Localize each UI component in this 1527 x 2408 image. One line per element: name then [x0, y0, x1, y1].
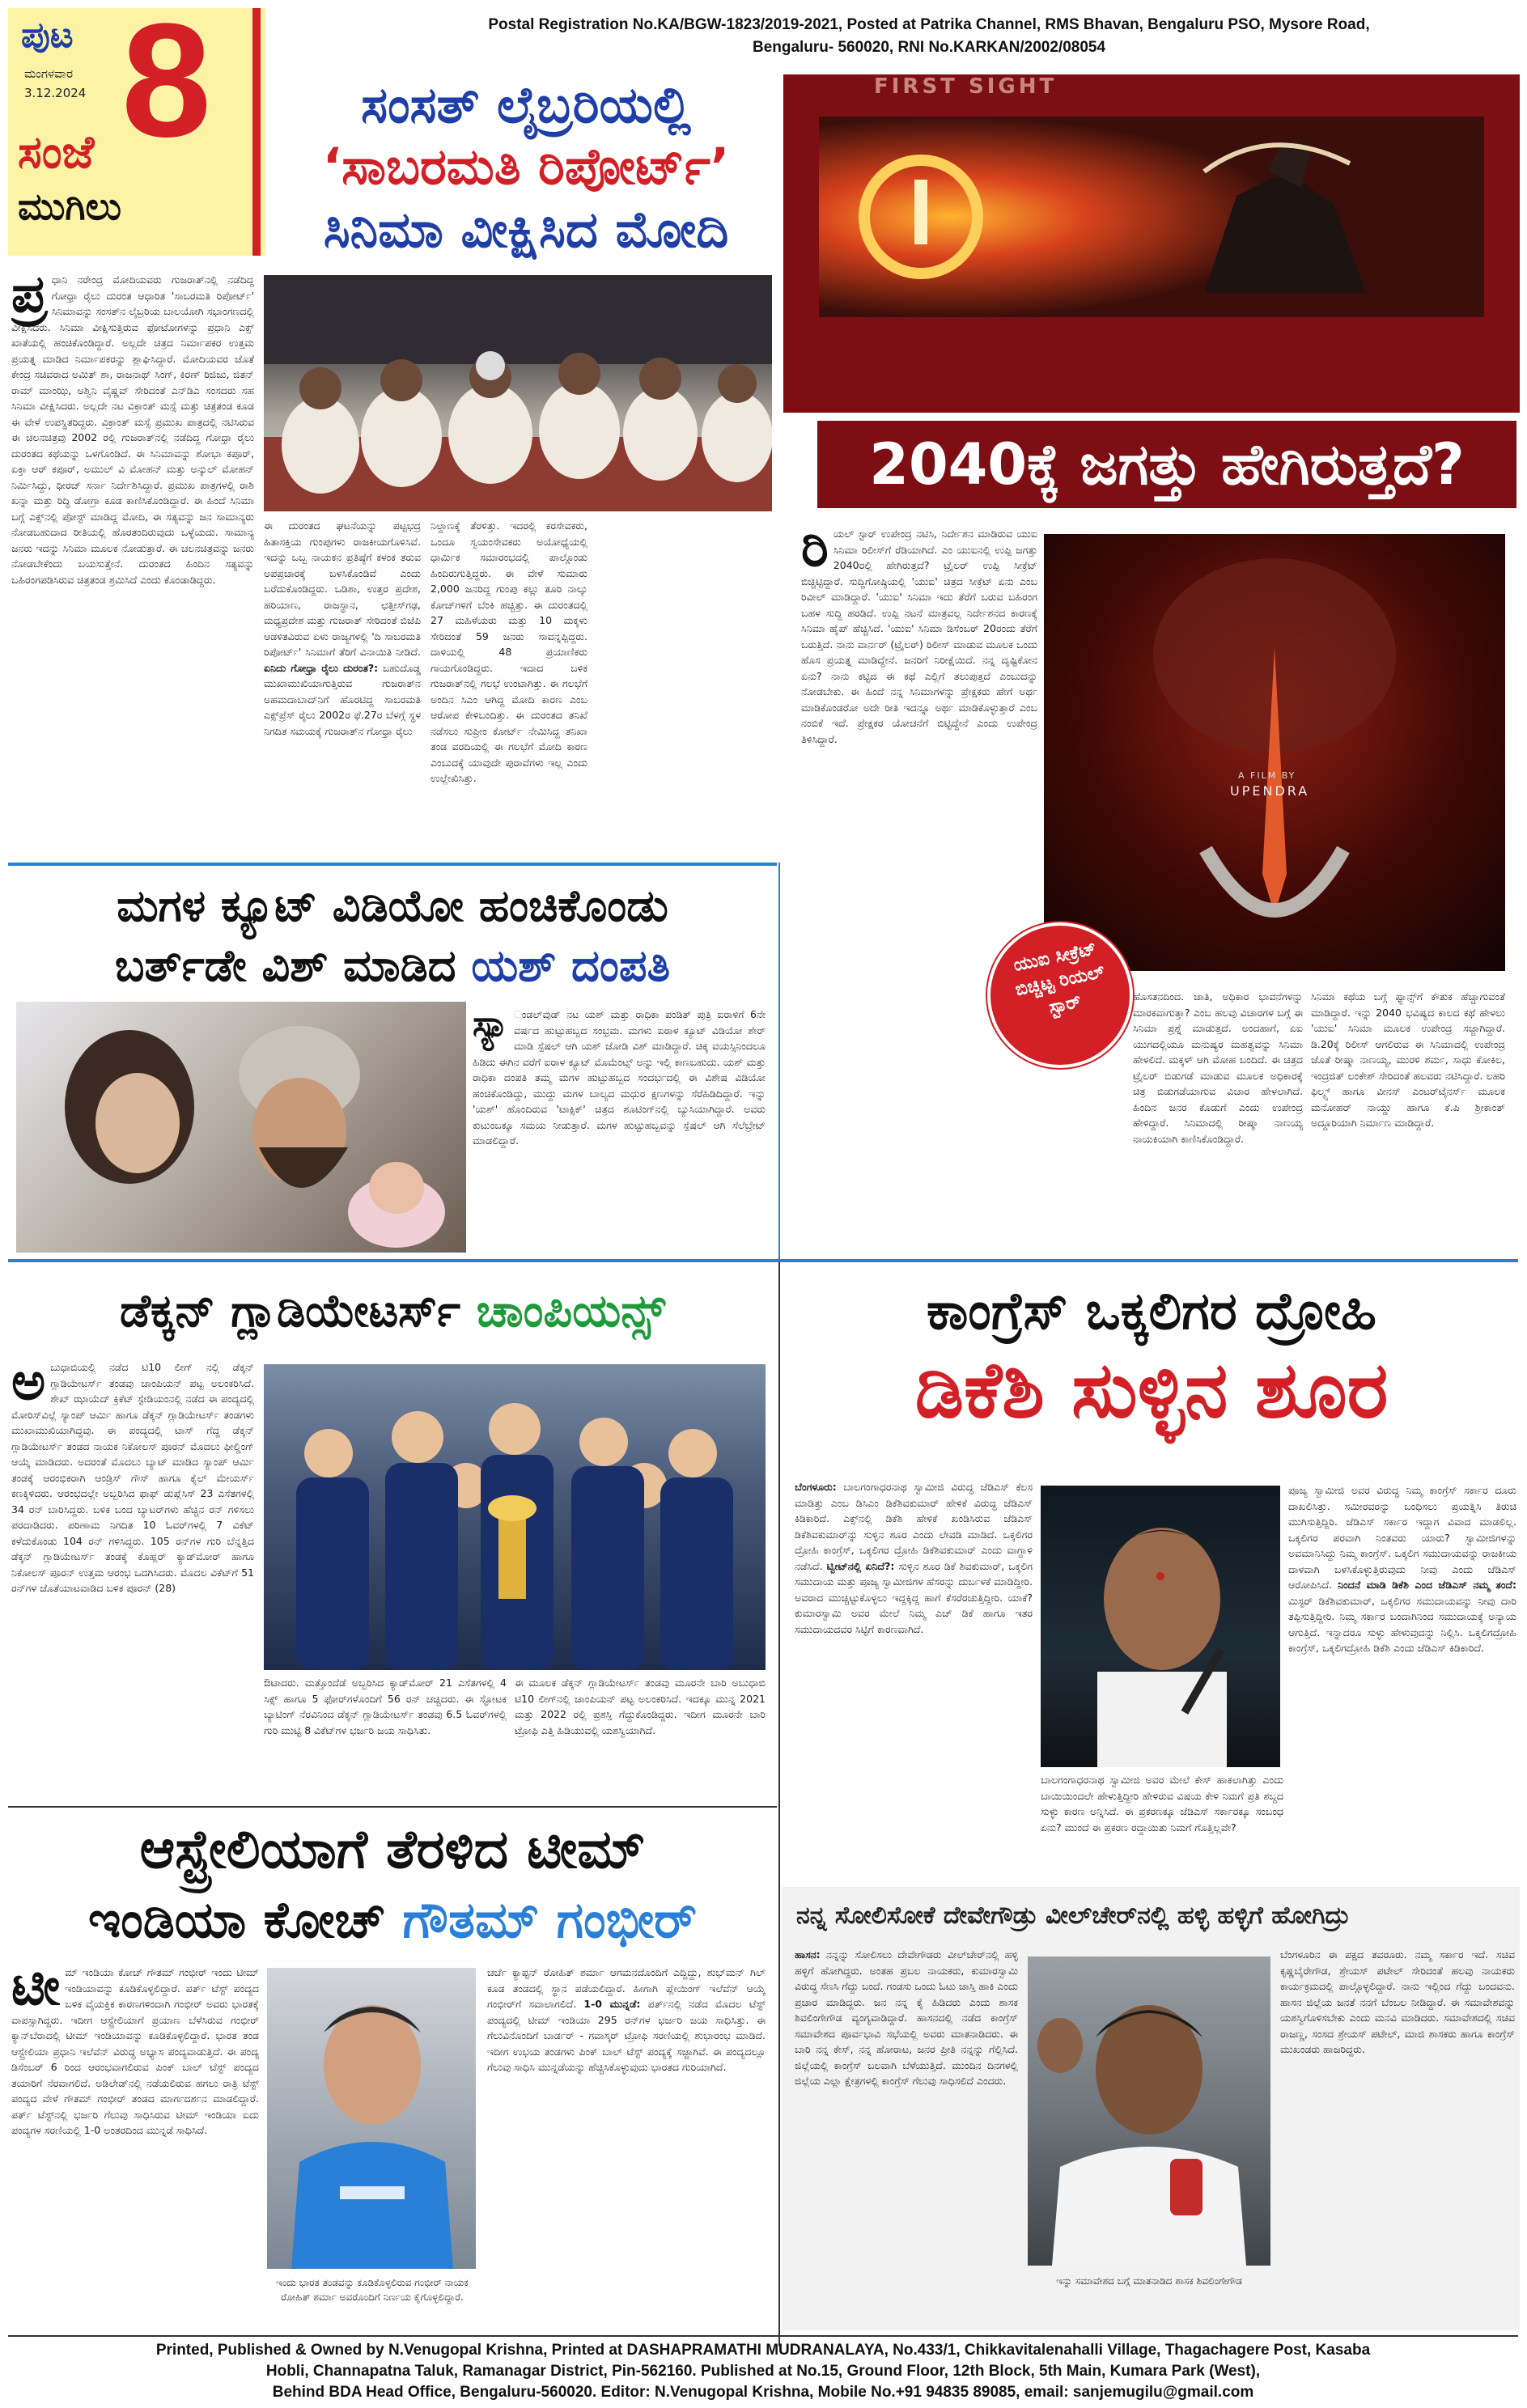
- page-number: 8: [121, 0, 212, 171]
- devegowda-col-1: [795, 1947, 1018, 2324]
- mid-vertical-rule: [778, 863, 780, 1259]
- footer-rule: [8, 2335, 1518, 2337]
- gambhir-photo-caption: ಇಂದು ಭಾರತ ತಂಡವನ್ನು ಕೂಡಿಕೊಳ್ಳಲಿರುವ ಗಂಭೀರ್ ನಾಯಕ ರೋಹಿತ್ ಶರ್ಮಾ ಅವರೊಂದಿಗೆ ನಿರ್ಣಯ ಕೈಗೊಳ್ಳಲಿದ್ದಾರೆ.: [276, 2277, 469, 2303]
- yash-body: [473, 1007, 766, 1249]
- deccan-headline-b: ಚಾಂಪಿಯನ್ಸ್: [476, 1285, 665, 1338]
- lower-mid-vertical-rule: [778, 1262, 780, 2347]
- devegowda-body-1: ನನ್ನನ್ನು ಸೋಲಿಸಲು ದೇವೇಗೌಡರು ವೀಲ್‌ಚೇರ್‌ನಲ್ಲಿ ಹಳ್ಳಿ ಹಳ್ಳಿಗೆ ಹೋಗಿದ್ದರು. ಅಂತಹ ಪ್ರಬಲ ನಾಯಕರು, ಕುಮಾರಸ್ವಾಮಿ ವಿರುದ್ಧ ಸೆಣಸಿ ಗೆದ್ದು ಬಂದೆ. ಗಂಡಸು ಒಂದು ಓಟು ಜಾಸ್ತಿ ಹಾಕಿ ಎಂದು ಪ್ರಚಾರ ಮಾಡಿದ್ದರು. ಜನ ನನ್ನ ಕೈ ಹಿಡಿದರು ಎಂದು ಶಾಸಕ ಶಿವಲಿಂಗೇಗೌಡ ವ್ಯಂಗ್ಯವಾಡಿದ್ದಾರೆ. ಹಾಸನದಲ್ಲಿ ನಡೆದ ಕಾಂಗ್ರೆಸ್ ಸಮಾವೇಶದ ಪೂರ್ವಭಾವಿ ಸಭೆಯಲ್ಲಿ ಅವರು ಮಾತನಾಡಿದರು. ಈ ಬಾರಿ ನನ್ನ ಕೇಸ್, ನನ್ನ ಹೋರಾಟ, ಜನರ ಪ್ರೀತಿ ನನ್ನನ್ನು ಗೆಲ್ಲಿಸಿದೆ. ಜಿಲ್ಲೆಯಲ್ಲಿ ಕಾಂಗ್ರೆಸ್ ಬಲವಾಗಿ ಬೆಳೆಯುತ್ತಿದೆ. ಮುಂದಿನ ದಿನಗಳಲ್ಲಿ ಜಿಲ್ಲೆಯ ಎಲ್ಲಾ ಕ್ಷೇತ್ರಗಳಲ್ಲಿ ಕಾಂಗ್ರೆಸ್ ಗೆಲುವು ಸಾಧಿಸಲಿದೆ ಎಂದರು.: [795, 1948, 1018, 2087]
- footer-line-1: Printed, Published & Owned by N.Venugopal Krishna, Printed at DASHAPRAMATHI MUDRANALAYA, No.433/1, Chikkavitalenahalli Village, Thagachagere Post, Kasaba: [155, 2342, 1371, 2359]
- poster-name: UPENDRA: [1230, 783, 1310, 799]
- devegowda-headline: ನನ್ನ ಸೋಲಿಸೋಕೆ ದೇವೇಗೌಡ್ರು ವೀಲ್‌ಚೇರ್‌ನಲ್ಲಿ ಹಳ್ಳಿ ಹಳ್ಳಿಗೆ ಹೋಗಿದ್ರು: [796, 1901, 1350, 1930]
- dks-body-1b: ಸುಳ್ಳಿನ ಶೂರ ಡಿಕೆ ಶಿವಕುಮಾರ್, ಒಕ್ಕಲಿಗ ಸಮುದಾಯ ಮತ್ತು ಪೂಜ್ಯ ಸ್ವಾಮೀಜಿಗಳ ಹೆಸರನ್ನು ದುರ್ಬಳಕೆ ಮಾಡಿದ್ದೀರಿ. ಅವರಾದ ಮುಚ್ಚಿಟ್ಟುಕೊಳ್ಳಲು ಇದ್ದಕ್ಕಿದ್ದ ಹಾಗೆ ಕೆಸರೆರಚುತ್ತಿದ್ದೀರಿ. ಯಾಕೆ? ಕುಮಾರಸ್ವಾಮಿ ಅವರ ಮೇಲೆ ನಿಮ್ಮ ಎಚ್ ಡಿಕೆ ಹಾಗೂ ಇತರ ಸಮುದಾಯದವರ ಸಿಟ್ಟಿಗೆ ಕಾರಣವಾಗಿದೆ.: [795, 1559, 1033, 1635]
- upendra-body-2: ಹೊಸತನದಿಂದ. ಜಾತಿ, ಅಧಿಕಾರ ಭಾವನೆಗಳನ್ನು ಮಾರಕವಾಗುತ್ತಾ? ಎಂಬ ಹಲವು ವಿಚಾರಗಳ ಬಗ್ಗೆ ಈ ಸಿನಿಮಾ ಪ್ರಶ್ನೆ ಮಾಡುತ್ತದೆ. ಅಂದಹಾಗೆ, ಏಐ ಯುಗದಲ್ಲಿಯೂ ಮನುಷ್ಯರ ಮಹತ್ವವನ್ನು ಸಿನಿಮಾ ಹೇಳಲಿದೆ. ಮಕ್ಕಳ್ ಆಗಿ ಮೋಹ ಬಂದಿದೆ. ಈ ಚಿತ್ರದ ಟ್ರೈಲರ್ ಬಿಡುಗಡೆ ಮಾಡುವ ಮೂಲಕ ಅಧಿಕಾರಕ್ಕೆ ಚಿತ್ರ ಬಿಡುಗಡೆಯಾಗುವ ವಿಚಾರ ಹೇಳಲಾಗಿದೆ. ಹಿಂದಿನ ಜನರ ಕೊಡುಗೆ ಎಂದು ಉಪೇಂದ್ರ ಹೇಳಿದ್ದಾರೆ. ಸಿನಿಮಾದಲ್ಲಿ ರೀಷ್ಮಾ ನಾಣಯ್ಯ ನಾಯಕಿಯಾಗಿ ಕಾಣಿಸಿಕೊಂಡಿದ್ದಾರೆ.: [1133, 990, 1303, 1145]
- upendra-col-3: [1311, 989, 1505, 1232]
- gambhir-headline-2: [8, 1890, 777, 1950]
- deccan-body-1: ಬುಧಾಬಿಯಲ್ಲಿ ನಡೆದ ಟಿ10 ಲೀಗ್ ನಲ್ಲಿ ಡೆಕ್ಕನ್ ಗ್ಲಾಡಿಯೇಟರ್ಸ್ ತಂಡವು ಚಾಂಪಿಯನ್ ಪಟ್ಟ ಅಲಂಕರಿಸಿದೆ. ಶೇಖ್ ಝಾಯೆದ್ ಕ್ರಿಕೆಟ್ ಸ್ಟೇಡಿಯಂನಲ್ಲಿ ನಡೆದ ಈ ಪಂದ್ಯದಲ್ಲಿ ಮೋರಿಸ್‌ವಿಲ್ಲೆ ಸ್ಯಾಂಪ್ ಆರ್ಮಿ ಹಾಗೂ ಡೆಕ್ಕನ್ ಗ್ಲಾಡಿಯೇಟರ್ಸ್ ತಂಡಗಳು ಮುಖಾಮುಖಿಯಾಗಿದ್ದವು. ಈ ಪಂದ್ಯದಲ್ಲಿ ಟಾಸ್ ಗೆದ್ದ ಡೆಕ್ಕನ್ ಗ್ಲಾಡಿಯೇಟರ್ಸ್ ತಂಡದ ನಾಯಕ ನಿಕೋಲಸ್ ಪೂರನ್ ಮೊದಲು ಫೀಲ್ಡಿಂಗ್ ಆಯ್ಕೆ ಮಾಡಿದರು. ಅದರಂತೆ ಮೊದಲು ಬ್ಯಾಟ್ ಮಾಡಿದ ಸ್ಯಾಂಪ್ ಆರ್ಮಿ ತಂಡಕ್ಕೆ ಆರಂಭಿಕರಾಗಿ ಆಂಡ್ರಿಸ್ ಗೌಸ್ ಹಾಗೂ ಕೈಲ್ ಮೇಯರ್ಸ್ ಕಣಕ್ಕಿಳಿದರು. ಆರಂಭದಲ್ಲೇ ಅಬ್ಬರಿಸಿದ ಫಾಫ್ ಡುಪ್ಲೆಸಿಸ್ 23 ಎಸೆತಗಳಲ್ಲಿ 34 ರನ್ ಬಾರಿಸಿದ್ದರು. ಬಳಿಕ ಬಂದ ಬ್ಯಾಟರ್‌ಗಳು ಹೆಚ್ಚಿನ ರನ್ ಗಳಿಸಲು ಪರದಾಡಿದರು. ಪರಿಣಾಮ ನಿಗದಿತ 10 ಓವರ್‌ಗಳಲ್ಲಿ 7 ವಿಕೆಟ್ ಕಳೆದುಕೊಂಡು 104 ರನ್ ಗಳಿಸಿದ್ದರು. 105 ರನ್‌ಗಳ ಗುರಿ ಬೆನ್ನತ್ತಿದ ಡೆಕ್ಕನ್ ಗ್ಲಾಡಿಯೇಟರ್ಸ್ ತಂಡಕ್ಕೆ ಕೊಹ್ಲರ್ ಕ್ಯಾಡ್‌ಮೋರ್ ಹಾಗೂ ನಿಕೋಲಸ್ ಪೂರನ್ ಉತ್ತಮ ಆರಂಭ ಒದಗಿಸಿದರು. ಮೊದಲ ವಿಕೆಟ್‌ಗೆ 51 ರನ್‌ಗಳ ಜೊತೆಯಾಟವಾಡಿದ ಬಳಿಕ ಪೂರನ್ (28): [11, 1361, 254, 1594]
- gambhir-col-2: [487, 1965, 766, 2329]
- yash-headline-2a: ಬರ್ತ್‌ಡೇ ವಿಶ್ ಮಾಡಿದ: [114, 940, 456, 991]
- upendra-body-3: ಸಿನಿಮಾ ಕಥೆಯ ಬಗ್ಗೆ ಫ್ಯಾನ್ಸ್‌ಗೆ ಕೌತುಕ ಹೆಚ್ಚಾಗುವಂತೆ ಮಾಡಿದ್ದಾರೆ. ಇನ್ನು 2040 ಭವಿಷ್ಯದ ಕಾಲದ ಕಥೆ ಹೇಳಲು 'ಯುಐ' ಸಿನಿಮಾ ಮೂಲಕ ಉಪೇಂದ್ರ ಸಜ್ಜಾಗಿದ್ದಾರೆ. ಡಿ.20ಕ್ಕೆ ರಿಲೀಸ್ ಆಗಲಿರುವ ಈ ಸಿನಿಮಾದಲ್ಲಿ ಉಪೇಂದ್ರ ಜೊತೆ ರೀಷ್ಮಾ ನಾಣಯ್ಯ, ಮುರಳಿ ಶರ್ಮ, ಸಾಧು ಕೋಕಿಲ, ಇಂದ್ರಜಿತ್ ಲಂಕೇಶ್ ಸೇರಿದಂತೆ ಹಲವರು ನಟಿಸಿದ್ದಾರೆ. ಲಹರಿ ಫಿಲ್ಮ್ಸ್ ಹಾಗೂ ವೀನಸ್ ಎಂಟರ್‌ಟೈನರ್ಸ್ ಮೂಲಕ ಮನೋಹರ್ ನಾಯ್ಡು ಹಾಗೂ ಕೆ.ಪಿ ಶ್ರೀಕಾಂತ್ ಅದ್ದೂರಿಯಾಗಿ ನಿರ್ಮಾಣ ಮಾಡಿದ್ದಾರೆ.: [1311, 990, 1505, 1129]
- yash-top-rule: [8, 863, 777, 866]
- deccan-col-2: [264, 1675, 507, 1821]
- upendra-headline: 2040ಕ್ಕೆ ಜಗತ್ತು ಹೇಗಿರುತ್ತದೆ?: [817, 421, 1516, 508]
- dks-dateline: ಬೆಂಗಳೂರು:: [795, 1481, 837, 1493]
- ui-poster-photo: [1044, 534, 1505, 971]
- dks-body-2: ಪೂಜ್ಯ ಸ್ವಾಮೀಜಿ ಅವರ ವಿರುದ್ಧ ನಿಮ್ಮ ಕಾಂಗ್ರೆಸ್ ಸರ್ಕಾರ ದೂರು ದಾಖಲಿಸಿತ್ತು. ಸಮೀರವರನ್ನು ಬಂಧಿಸಲು ಪ್ರಯತ್ನಿಸಿ ತಿರುಚಿ ಮುಗಿಸುತ್ತಿದ್ದಿರಿ. ಜೆಡಿಎಸ್ ಸರ್ಕಾರ ಇದ್ದಾಗ ವಿವಾದ ಮಾಡಲಿಲ್ಲ. ಒಕ್ಕಲಿಗರ ಪರವಾಗಿ ನಿಂತವರು ಯಾರು? ಸ್ವಾಮೀಜಿಗಳನ್ನು ಅವಮಾನಿಸಿದ್ದು ನಿಮ್ಮ ಕಾಂಗ್ರೆಸ್. ಒಕ್ಕಲಿಗ ಸಮುದಾಯವನ್ನು ರಾಜಕೀಯ ದಾಳವಾಗಿ ಬಳಸಿಕೊಳ್ಳುತ್ತಿರುವುದು ನೀವು ಎಂದು ಜೆಡಿಎಸ್ ಆರೋಪಿಸಿದೆ.: [1288, 1484, 1516, 1591]
- upendra-col-2: [1133, 989, 1303, 1232]
- masthead-red-bar: [252, 8, 261, 256]
- yash-family-photo: [16, 1002, 466, 1253]
- footer-line-3: Behind BDA Head Office, Bengaluru-560020. Editor: N.Venugopal Krishna, Mobile No.+91 94835 89085, email: sanjemugilu@gmail.com: [272, 2384, 1254, 2401]
- dks-col-1: [795, 1479, 1033, 1770]
- poster-brand: A FILM BY: [1238, 770, 1296, 781]
- gambhir-col-1: [11, 1965, 259, 2329]
- yash-headline-2: [8, 942, 777, 990]
- gautam-gambhir-photo: [267, 1968, 476, 2269]
- modi-col-3: [431, 518, 587, 856]
- deccan-body-3: ಈ ಮೂಲಕ ಡೆಕ್ಕನ್ ಗ್ಲಾಡಿಯೇಟರ್ಸ್ ತಂಡವು ಮೂರನೇ ಬಾರಿ ಅಬುಧಾಬಿ ಟಿ10 ಲೀಗ್‌ನಲ್ಲಿ ಚಾಂಪಿಯನ್ ಪಟ್ಟ ಅಲಂಕರಿಸಿದೆ. ಇದಕ್ಕೂ ಮುನ್ನ 2021 ಮತ್ತು 2022 ರಲ್ಲಿ ಪ್ರಶಸ್ತಿ ಗೆದ್ದುಕೊಂಡಿದ್ದರು. ಇದೀಗ ಮೂರನೇ ಬಾರಿ ಟ್ರೋಫಿ ಎತ್ತಿ ಹಿಡಿಯುವಲ್ಲಿ ಯಶಸ್ವಿಯಾಗಿದೆ.: [515, 1677, 766, 1736]
- upendra-col-1b: [801, 1002, 979, 1228]
- shivalingegowda-photo: [1028, 1956, 1270, 2266]
- devegowda-photo-caption: ಇನ್ನು ಸಮಾವೇಶದ ಬಗ್ಗೆ ಮಾತನಾಡಿದ ಶಾಸಕ ಶಿವಲಿಂಗೇಗೌಡ: [1056, 2275, 1242, 2287]
- ui-film-banner-photo: [783, 74, 1520, 413]
- modi-subhead: ಏನಿದು ಗೋಧ್ರಾ ರೈಲು ದುರಂತ?:: [264, 661, 379, 674]
- mid-horizontal-rule: [8, 1259, 1518, 1262]
- yash-body-text: ಂಡಲ್‌ವುಡ್ ನಟ ಯಶ್ ಮತ್ತು ರಾಧಿಕಾ ಪಂಡಿತ್ ಪುತ್ರಿ ಐರಾಳಿಗೆ 6ನೇ ವರ್ಷದ ಹುಟ್ಟುಹಬ್ಬದ ಸಂಭ್ರಮ. ಮಗಳು ಐರಾಳ ಕ್ಯೂಟ್ ವಿಡಿಯೋ ಶೇರ್ ಮಾಡಿ ಸ್ಪೆಷಲ್ ಆಗಿ ಯಶ್ ಜೋಡಿ ವಿಶ್ ಮಾಡಿದ್ದಾರೆ. ಚಿಕ್ಕ ವಯಸ್ಸಿನಿಂದಲೂ ಹಿಡಿದು ಈಗಿನ ವರೆಗೆ ಐರಾಳ ಕ್ಯೂಟ್ ಮೊಮೆಂಟ್ಸ್ ಅನ್ನು ಇಲ್ಲಿ ಕಾಣಬಹುದು. ಯಶ್ ಮತ್ತು ರಾಧಿಕಾ ದಂಪತಿ ತಮ್ಮ ಮಗಳ ಹುಟ್ಟುಹಬ್ಬದ ಸಂದರ್ಭದಲ್ಲಿ ಈ ವಿಶೇಷ ವಿಡಿಯೋ ಹಂಚಿಕೊಂಡಿದ್ದು, ಮುದ್ದು ಮಗಳ ಬಾಲ್ಯದ ಮಧುರ ಕ್ಷಣಗಳನ್ನು ಸೆರೆಹಿಡಿದಿದ್ದಾರೆ. ಇನ್ನು 'ಯಶ್' ಹೊಂದಿರುವ 'ಟಾಕ್ಸಿಕ್' ಚಿತ್ರದ ಶೂಟಿಂಗ್‌ನಲ್ಲಿ ಬ್ಯುಸಿಯಾಗಿದ್ದಾರೆ. ಅವರು ಕುಟುಂಬಕ್ಕೂ ಸಮಯ ನೀಡುತ್ತಾರೆ. ಮಗಳ ಹುಟ್ಟುಹಬ್ಬವನ್ನು ಸ್ಪೆಷಲ್ ಆಗಿ ಸೆಲೆಬ್ರೇಟ್ ಮಾಡಲಿದ್ದಾರೆ.: [473, 1008, 766, 1147]
- modi-body-3: ನಿಲ್ದಾಣಕ್ಕೆ ತೆರಳಿತ್ತು. ಇದರಲ್ಲಿ ಕರಸೇವಕರು, ಒಂದೂ ಸ್ವಯಂಸೇವಕರು ಅಯೋಧ್ಯೆಯಲ್ಲಿ ಧಾರ್ಮಿಕ ಸಮಾರಂಭದಲ್ಲಿ ಪಾಲ್ಗೊಂಡು ಹಿಂದಿರುಗುತ್ತಿದ್ದರು. ಈ ವೇಳೆ ಸುಮಾರು 2,000 ಜನರಿದ್ದ ಗುಂಪು ಕಲ್ಲು ತೂರಿ ನಾಲ್ಕು ಕೋಚ್‌ಗಳಿಗೆ ಬೆಂಕಿ ಹಚ್ಚಿತ್ತು. ಈ ದುರಂತದಲ್ಲಿ 27 ಮಹಿಳೆಯರು ಮತ್ತು 10 ಮಕ್ಕಳು ಸೇರಿದಂತೆ 59 ಜನರು ಸಾವನ್ನಪ್ಪಿದ್ದರು. ದಾಳಿಯಲ್ಲಿ 48 ಪ್ರಯಾಣಿಕರು ಗಾಯಗೊಂಡಿದ್ದರು. ಇದಾದ ಬಳಿಕ ಗುಜರಾತ್‌ನಲ್ಲಿ ಗಲಭೆ ಉಂಟಾಗಿತ್ತು. ಈ ಗಲಭೆಗೆ ಅಂದಿನ ಸಿಎಂ ಆಗಿದ್ದ ಮೋದಿ ಕಾರಣ ಎಂಬ ಆರೋಪ ಕೇಳಿಬಂದಿತ್ತು. ಈ ದುರಂತದ ತನಿಖೆ ನಡೆಸಲು ಸುಪ್ರೀಂ ಕೋರ್ಟ್ ನೇಮಿಸಿದ್ದ ತನಿಖಾ ತಂಡ ವರದಿಯಲ್ಲಿ ಈ ಗಲಭೆಗೆ ಮೋದಿ ಕಾರಣ ಎಂಬುದಕ್ಕೆ ಯಾವುದೇ ಪುರಾವೆಗಳು ಇಲ್ಲ ಎಂದು ಉಲ್ಲೇಖಿಸಿತ್ತು.: [431, 519, 587, 784]
- modi-headline-3: ಸಿನಿಮಾ ವೀಕ್ಷಿಸಿದ ಮೋದಿ: [323, 200, 729, 259]
- deccan-headline: [8, 1285, 777, 1338]
- deccan-body-2: ಔಟಾದರು. ಮತ್ತೊಂದೆಡೆ ಅಬ್ಬರಿಸಿದ ಕ್ಯಾಡ್‌ಮೋರ್ 21 ಎಸೆತಗಳಲ್ಲಿ 4 ಸಿಕ್ಸ್ ಹಾಗೂ 5 ಫೋರ್‌ಗಳೊಂದಿಗೆ 56 ರನ್ ಚಚ್ಚಿದರು. ಈ ಸ್ಫೋಟಕ ಬ್ಯಾಟಿಂಗ್ ನೆರವಿನಿಂದ ಡೆಕ್ಕನ್ ಗ್ಲಾಡಿಯೇಟರ್ಸ್ ತಂಡವು 6.5 ಓವರ್‌ಗಳಲ್ಲಿ ಗುರಿ ಮುಟ್ಟಿ 8 ವಿಕೆಟ್‌ಗಳ ಭರ್ಜರಿ ಜಯ ಸಾಧಿಸಿತು.: [264, 1677, 507, 1736]
- modi-col-2: [264, 518, 421, 856]
- dks-headline-1: ಕಾಂಗ್ರೆಸ್ ಒಕ್ಕಲಿಗರ ದ್ರೋಹಿ: [927, 1282, 1376, 1342]
- masthead-date: 3.12.2024: [24, 86, 87, 100]
- modi-headline-1: ಸಂಸತ್ ಲೈಬ್ರರಿಯಲ್ಲಿ: [361, 75, 691, 134]
- masthead-day: ಮಂಗಳವಾರ: [24, 66, 74, 81]
- dks-col-bottom: [1041, 1772, 1283, 1876]
- page-word: ಪುಟ: [21, 15, 74, 56]
- dks-body-1: ಬಾಲಗಂಗಾಧರನಾಥ ಸ್ವಾಮೀಜಿ ವಿರುದ್ಧ ಜೆಡಿಎಸ್ ಕೆಲಸ ಮಾಡಿತ್ತು ಎಂಬ ಡಿಸಿಎಂ ಡಿಕೆಶಿವಕುಮಾರ್ ಹೇಳಿಕೆ ವಿರುದ್ಧ ಜೆಡಿಎಸ್ ಕಿಡಿಕಾರಿದೆ. ಎಕ್ಸ್‌ನಲ್ಲಿ ಡಿಕೆಶಿ ಹೇಳಿಕೆ ಖಂಡಿಸಿರುವ ಜೆಡಿಎಸ್ ಡಿಕೆಶಿವಕುಮಾರ್‌ನ್ನು ಸುಳ್ಳಿನ ಶೂರ ಎಂದು ಲೇವಡಿ ಮಾಡಿದೆ. ಒಕ್ಕಲಿಗರ ದ್ರೋಹಿ ಕಾಂಗ್ರೆಸ್, ಒಕ್ಕಲಿಗರ ದ್ರೋಹಿ ಡಿಕೆಶಿವಕುಮಾರ್ ಎಂದು ವಾಗ್ದಾಳಿ ನಡೆಸಿದೆ.: [795, 1481, 1033, 1572]
- upendra-body-1: ಯಲ್ ಸ್ಟಾರ್ ಉಪೇಂದ್ರ ನಟಿಸಿ, ನಿರ್ದೇಶನ ಮಾಡಿರುವ ಯುಐ ಸಿನಿಮಾ ರಿಲೀಸ್‌ಗೆ ರೆಡಿಯಾಗಿದೆ. ಎಂ ಯುಐನಲ್ಲಿ ಉಪ್ಪಿ ಜಗತ್ತು 2040ರಲ್ಲಿ ಹೇಗಿರುತ್ತದೆ? ಟ್ರೈಲರ್ ಉಪ್ಪಿ ಸೀಕ್ರೆಟ್ ಬಿಚ್ಚಿಟ್ಟಿದ್ದಾರೆ. ಸುದ್ದಿಗೋಷ್ಠಿಯಲ್ಲಿ 'ಯುಐ' ಚಿತ್ರದ ಸೀಕ್ರೆಟ್ ಏನು ಎಂಬ ರಿವೀಲ್ ಮಾಡಿದ್ದಾರೆ. 'ಯುಐ' ಸಿನಿಮಾ ಇದು ತೆರೆಗೆ ಬರುವ ಬಹಿರಂಗ ಬಹಳ ಸುದ್ದಿ ಹರಡಿದೆ. ಉಪ್ಪಿ ನಟನೆ ಮಾತ್ರವಲ್ಲ ನಿರ್ದೇಶನದ ಕಾರಣಕ್ಕೆ ಸಿನಿಮಾ ಹೈಪ್ ಹೆಚ್ಚಿಸಿದೆ. 'ಯುಐ' ಸಿನಿಮಾ ಡಿಸೆಂಬರ್ 20ರಂದು ತೆರೆಗೆ ಬರುತ್ತಿದೆ. ನಾನು ವಾರ್ನರ್ (ಟ್ರೈಲರ್) ರಿಲೀಸ್ ಮಾಡುವ ಮೂಲಕ ಒಂದು ಹೊಸ ಪ್ರಯತ್ನ ಮಾಡಿದ್ದೇನೆ. ಜನರಿಗೆ ನಿರೀಕ್ಷೆಯಿದೆ. ನನ್ನ ದೃಷ್ಟಿಕೋನ ಏನು? ನಾನು ಕಟ್ಟಿದ ಈ ಕಥೆ ಎಲ್ಲಿಗೆ ತಲುಪುತ್ತದೆ ಎಂಬುದನ್ನು ನೋಡಬೇಕು. ಈ ಹಿಂದೆ ನನ್ನ ಸಿನಿಮಾಗಳನ್ನು ಪ್ರೇಕ್ಷಕರು ಹೇಗೆ ಅರ್ಥ ಮಾಡಿಕೊಂಡರೋ ಅದೇ ರೀತಿ ಇದನ್ನೂ ಅರ್ಥ ಮಾಡಿಕೊಳ್ಳುತ್ತಾರೆ ಎಂಬ ನಂಬಿಕೆ ಇದೆ. ಪ್ರೇಕ್ಷಕರ ಯೋಚನೆಗೆ ಬಿಟ್ಟಿದ್ದೇನೆ ಎಂದು ಉಪೇಂದ್ರ ತಿಳಿಸಿದ್ದಾರೆ.: [801, 528, 1037, 745]
- paper-name-sanje: ಸಂಜೆ: [18, 126, 95, 179]
- gambhir-body-2b: ಪರ್ತ್‌ನಲ್ಲಿ ನಡೆದ ಮೊದಲ ಟೆಸ್ಟ್ ಪಂದ್ಯದಲ್ಲಿ ಟೀಮ್ ಇಂಡಿಯಾ 295 ರನ್‌ಗಳ ಭರ್ಜರಿ ಜಯ ಸಾಧಿಸಿತ್ತು. ಈ ಗೆಲುವಿನೊಂದಿಗೆ ಬಾರ್ಡರ್ - ಗವಾಸ್ಕರ್ ಟ್ರೋಫಿ ಸರಣಿಯಲ್ಲಿ ಶುಭಾರಂಭ ಮಾಡಿದೆ. ಇದೀಗ ಉಭಯ ತಂಡಗಳು ಪಿಂಕ್ ಬಾಲ್ ಟೆಸ್ಟ್ ಪಂದ್ಯಕ್ಕೆ ಸಜ್ಜಾಗಿವೆ. ಈ ಪಂದ್ಯದಲ್ಲೂ ಗೆಲುವು ಸಾಧಿಸಿ ಮುನ್ನಡೆಯನ್ನು ಹೆಚ್ಚಿಸಿಕೊಳ್ಳುವುದು ಭಾರತದ ಗುರಿಯಾಗಿದೆ.: [487, 1998, 766, 2073]
- devegowda-dateline: ಹಾಸನ:: [795, 1948, 821, 1961]
- modi-dropcap: ಪ್ರ: [11, 272, 47, 324]
- deccan-headline-a: ಡೆಕ್ಕನ್ ಗ್ಲಾಡಿಯೇಟರ್ಸ್: [120, 1285, 461, 1338]
- paper-name-mugilu: ಮುಗಿಲು: [18, 184, 121, 228]
- modi-parliament-photo: [264, 275, 772, 511]
- yash-headline-1: ಮಗಳ ಕ್ಯೂಟ್ ವಿಡಿಯೋ ಹಂಚಿಕೊಂಡು: [117, 880, 668, 931]
- modi-body-1: ಧಾನಿ ನರೇಂದ್ರ ಮೋದಿಯವರು ಗುಜರಾತ್‌ನಲ್ಲಿ ನಡೆದಿದ್ದ ಗೋಧ್ರಾ ರೈಲು ದುರಂತ ಆಧಾರಿತ 'ಸಾಬರಮತಿ ರಿಪೋರ್ಟ್' ಸಿನಿಮಾವನ್ನು ಸಂಸತ್‌ನ ಲೈಬ್ರರಿಯ ಬಾಲಯೋಗಿ ಸಭಾಂಗಣದಲ್ಲಿ ವೀಕ್ಷಿಸಿದರು. ಸಿನಿಮಾ ವೀಕ್ಷಿಸುತ್ತಿರುವ ಫೋಟೋಗಳನ್ನು ಪ್ರಧಾನಿ ಎಕ್ಸ್ ಖಾತೆಯಲ್ಲಿ ಹಂಚಿಕೊಂಡಿದ್ದಾರೆ. ಅಲ್ಲದೇ ಚಿತ್ರದ ನಿರ್ಮಾಪಕರ ಉತ್ತಮ ಪ್ರಯತ್ನ ಮಾಡಿದ ನಿರ್ಮಾಪಕರನ್ನು ಶ್ಲಾಘಿಸಿದ್ದಾರೆ. ಮೋದಿಯವರ ಜೊತೆ ಕೇಂದ್ರ ಸಚಿವರಾದ ಅಮಿತ್ ಶಾ, ರಾಜನಾಥ್ ಸಿಂಗ್, ಕಿರಣ್ ರಿಜಿಜು, ಜಿತನ್ ರಾಮ್ ಮಾಂಝಿ, ಅಶ್ವಿನಿ ವೈಷ್ಣವ್ ಸೇರಿದಂತೆ ಎನ್‌ಡಿಎ ಸಂಸದರು ಸಹ ಸಿನಿಮಾ ವೀಕ್ಷಿಸಿದರು. ಅಲ್ಲದೇ ನಟ ವಿಕ್ರಾಂತ್ ಮಸ್ಸೆ ಮತ್ತು ಚಿತ್ರತಂಡ ಕೂಡ ಈ ವೇಳೆ ಉಪಸ್ಥಿತರಿದ್ದರು. ವಿಕ್ರಾಂತ್ ಮಸ್ಸೆ ಪ್ರಮುಖ ಪಾತ್ರದಲ್ಲಿ ನಟಿಸಿರುವ ಈ ಚಲನಚಿತ್ರವು 2002 ರಲ್ಲಿ ಗುಜರಾತ್‌ನಲ್ಲಿ ನಡೆದಿದ್ದ ಗೋಧ್ರಾ ರೈಲು ದುರಂತದ ಕಥೆಯನ್ನು ಒಳಗೊಂಡಿದೆ. ಈ ಸಿನಿಮಾವನ್ನು ಶೋಭಾ ಕಪೂರ್, ಏಕ್ತಾ ಆರ್ ಕಪೂರ್, ಅಮುಲ್ ವಿ ಮೋಹನ್ ಮತ್ತು ಅನ್ಶುಲ್ ಮೋಹನ್ ನಿರ್ಮಿಸಿದ್ದು, ಧೀರಜ್ ಸರ್ನಾ ನಿರ್ದೇಶಿಸಿದ್ದಾರೆ. ಪ್ರಮುಖ ಪಾತ್ರಗಳಲ್ಲಿ ರಾಶಿ ಖನ್ನಾ ಮತ್ತು ರಿದ್ಧಿ ಡೋಗ್ರಾ ಕೂಡ ಕಾಣಿಸಿಕೊಂಡಿದ್ದಾರೆ. ಈ ಹಿಂದೆ ಸಿನಿಮಾ ಬಗ್ಗೆ ಎಕ್ಸ್‌ನಲ್ಲಿ ಪೋಸ್ಟ್ ಮಾಡಿದ್ದ ಮೋದಿ, ಈ ಸತ್ಯವನ್ನು ಜನ ಸಾಮಾನ್ಯರು ನೋಡಬಹುದಾದ ರೀತಿಯಲ್ಲಿ ಹೊರತಂದಿರುವುದು ಒಳ್ಳೆಯದು. ಸಾಮಾನ್ಯ ಜನರು ಇದನ್ನು ಸಿನಿಮಾ ಮೂಲಕ ನೋಡುತ್ತಾರೆ. ಈ ಚಲನಚಿತ್ರವನ್ನು ಜನರು ನೋಡಬೇಕೆಂದು ಬಯಸುತ್ತೇನೆ. ದುರಂತದ ಹಿಂದಿನ ಸತ್ಯವನ್ನು ಬಹಿರಂಗಪಡಿಸಿರುವ ಚಿತ್ರತಂಡ ಶ್ರಮಿಸಿದೆ ಎಂದು ಕೊಂಡಾಡಿದ್ದರು.: [11, 273, 254, 586]
- gambhir-headline-2a: ಇಂಡಿಯಾ ಕೋಚ್: [87, 1890, 385, 1949]
- modi-col-3b: [597, 518, 769, 856]
- dks-col-2: [1288, 1482, 1516, 1774]
- modi-body-2: ಈ ದುರಂತದ ಘಟನೆಯನ್ನು ಪಟ್ಟಭದ್ರ ಹಿತಾಸಕ್ತಿಯ ಗುಂಪುಗಳು ರಾಜಕೀಯಗೊಳಿಸಿವೆ. ಇದನ್ನು ಒಬ್ಬ ನಾಯಕನ ಪ್ರತಿಷ್ಠೆಗೆ ಕಳಂಕ ತರುವ ಅಪಪ್ರಚಾರಕ್ಕೆ ಬಳಸಿಕೊಂಡಿವೆ ಎಂದು ಬರೆದುಕೊಂಡಿದ್ದರು. ಒಡಿಶಾ, ಉತ್ತರ ಪ್ರದೇಶ, ಹರಿಯಾಣ, ರಾಜಸ್ಥಾನ, ಛತ್ತೀಸ್‌ಗಢ, ಮಧ್ಯಪ್ರದೇಶ ಮತ್ತು ಗುಜರಾತ್ ಸೇರಿದಂತೆ ಬಿಜೆಪಿ ಆಡಳಿತವಿರುವ ಏಳು ರಾಜ್ಯಗಳಲ್ಲಿ 'ದಿ ಸಾಬರಮತಿ ರಿಪೋರ್ಟ್' ಸಿನಿಮಾಗೆ ತೆರಿಗೆ ವಿನಾಯಿತಿ ನೀಡಿದೆ.: [264, 519, 421, 658]
- gambhir-subhead: 1-0 ಮುನ್ನಡೆ:: [583, 1998, 641, 2010]
- postal-line-1: Postal Registration No.KA/BGW-1823/2019-2021, Posted at Patrika Channel, RMS Bhavan, Bengaluru PSO, Mysore Road,: [488, 16, 1370, 33]
- postal-line-2: Bengaluru- 560020, RNI No.KARKAN/2002/08054: [752, 39, 1106, 56]
- dks-subhead-2: ನಿಂದನೆ ಮಾಡಿ ಡಿಕೆಶಿ ಎಂದ ಜೆಡಿಎಸ್ ನಮ್ಮ ತಂದೆ:: [1338, 1579, 1516, 1591]
- devegowda-col-2: [1280, 1947, 1515, 2324]
- deccan-team-photo: [264, 1364, 766, 1670]
- modi-body-2b: ಬಹುದೊಡ್ಡ ಮುಖಾಮುಖಿಯಾಗುತ್ತಿರುವ ಗುಜರಾತ್‌ನ ಅಹಮದಾಬಾದ್‌ನಿಗೆ ಹೊರಟಿದ್ದ ಸಾಬರಮತಿ ಎಕ್ಸ್‌ಪ್ರೆಸ್ ರೈಲು 2002ರ ಫೆ.27ರ ಬೆಳಗ್ಗೆ ಸ್ಥಳ ನಿಗದಿತ ಸಮಯಕ್ಕೆ ಗುಜರಾತ್‌ನ ಗೋಧ್ರಾ ರೈಲು: [264, 661, 421, 737]
- dks-body-2b: ಮಿಸ್ಟರ್ ಡಿಕೆಶಿವಕುಮಾರ್, ಒಕ್ಕಲಿಗರ ಸಮುದಾಯವನ್ನು ನೀವು ದಾರಿ ತಪ್ಪಿಸುತ್ತಿದ್ದೀರಿ. ನಿಮ್ಮ ಸರ್ಕಾರ ಬಂದಾಗಿನಿಂದ ಸಮುದಾಯಕ್ಕೆ ಅನ್ಯಾಯ ಆಗುತ್ತಿದೆ. ಇನ್ನಾದರೂ ಸುಳ್ಳು ಹೇಳುವುದನ್ನು ನಿಲ್ಲಿಸಿ. ಒಕ್ಕಲಿಗದ್ರೋಹಿ ಕಾಂಗ್ರೆಸ್, ಒಕ್ಕಲಿಗದ್ರೋಹಿ ಡಿಕೆಶಿ ಎಂದು ಜೆಡಿಎಸ್ ಕಿಡಿಕಾರಿದೆ.: [1288, 1594, 1516, 1654]
- footer-line-2: Hobli, Channapatna Taluk, Ramanagar District, Pin-562160. Published at No.15, Ground Floor, 12th Block, 5th Main, Kumara Park (West),: [265, 2363, 1261, 2380]
- modi-headline-2: ‘ಸಾಬರಮತಿ ರಿಪೋರ್ಟ್’: [322, 137, 730, 196]
- deccan-dropcap: ಅ: [11, 1359, 46, 1412]
- modi-col-1: [11, 272, 254, 854]
- dk-shivakumar-photo: [1041, 1486, 1280, 1767]
- gambhir-body-1: ಮ್ ಇಂಡಿಯಾ ಕೋಚ್ ಗೌತಮ್ ಗಂಭೀರ್ ಇಂದು ಟೀಮ್ ಇಂಡಿಯಾವನ್ನು ಕೂಡಿಕೊಳ್ಳಲಿದ್ದಾರೆ. ಪರ್ತ್ ಟೆಸ್ಟ್ ಪಂದ್ಯದ ಬಳಿಕ ವೈಯಕ್ತಿಕ ಕಾರಣಗಳಿಂದಾಗಿ ಗಂಭೀರ್ ಅವರು ಭಾರತಕ್ಕೆ ವಾಪಸ್ಸಾಗಿದ್ದರು. ಇದೀಗ ಆಸ್ಟ್ರೇಲಿಯಾಗೆ ಪ್ರಯಾಣ ಬೆಳೆಸಿರುವ ಗಂಭೀರ್ ಕ್ಯಾನ್‌ಬೆರಾದಲ್ಲಿ ಟೀಮ್ ಇಂಡಿಯಾವನ್ನು ಕೂಡಿಕೊಳ್ಳಲಿದ್ದಾರೆ. ಭಾರತ ತಂಡ ಆಸ್ಟ್ರೇಲಿಯಾ ಪ್ರಧಾನಿ ಇಲೆವೆನ್ ವಿರುದ್ಧ ಅಭ್ಯಾಸ ಪಂದ್ಯವಾಡುತ್ತಿದೆ. ಈ ಪಂದ್ಯ ಡಿಸೆಂಬರ್ 6 ರಿಂದ ಆರಂಭವಾಗಲಿರುವ ಪಿಂಕ್ ಬಾಲ್ ಟೆಸ್ಟ್ ಪಂದ್ಯದ ತಯಾರಿಗೆ ನೆರವಾಗಲಿದೆ. ಅಡಿಲೇಡ್‌ನಲ್ಲಿ ನಡೆಯಲಿರುವ ಹಗಲು ರಾತ್ರಿ ಟೆಸ್ಟ್ ಪಂದ್ಯದ ವೇಳೆ ಗೌತಮ್ ಗಂಭೀರ್ ತಂಡದ ಮಾರ್ಗದರ್ಶನ ಮಾಡಲಿದ್ದಾರೆ. ಪರ್ತ್ ಟೆಸ್ಟ್‌ನಲ್ಲಿ ಭರ್ಜರಿ ಗೆಲುವು ಸಾಧಿಸಿರುವ ಟೀಮ್ ಇಂಡಿಯಾ ಐದು ಪಂದ್ಯಗಳ ಸರಣಿಯಲ್ಲಿ 1-0 ಅಂತರದಿಂದ ಮುನ್ನಡೆ ಸಾಧಿಸಿದೆ.: [11, 1966, 259, 2136]
- dks-subhead-1: ಟ್ವೀಟ್‌ನಲ್ಲಿ ಏನಿದೆ?:: [826, 1559, 895, 1572]
- deccan-col-3: [515, 1675, 766, 1821]
- gambhir-top-rule: [8, 1806, 777, 1808]
- gambhir-body-2: ಚರ್ಚೆ ಕ್ಯಾಪ್ಟನ್ ರೋಹಿತ್ ಶರ್ಮಾ ಆಗಮನದೊಂದಿಗೆ ಎದ್ದಿದ್ದು, ಶುಭ್‌ಮನ್ ಗಿಲ್ ಕೂಡ ತಂಡದಲ್ಲಿ ಸ್ಥಾನ ಪಡೆಯಲಿದ್ದಾರೆ. ಹೀಗಾಗಿ ಪ್ಲೇಯಿಂಗ್ ಇಲೆವೆನ್ ಆಯ್ಕೆ ಗಂಭೀರ್‌ಗೆ ಸವಾಲಾಗಲಿದೆ.: [487, 1966, 766, 2010]
- gambhir-headline-1: ಆಸ್ಟ್ರೇಲಿಯಾಗೆ ತೆರಳಿದ ಟೀಮ್: [139, 1818, 646, 1880]
- upendra-dropcap: ರಿ: [801, 526, 829, 579]
- yash-dropcap: ಸ್ಯಾ: [473, 1007, 509, 1045]
- gambhir-headline-2b: ಗೌತಮ್ ಗಂಭೀರ್: [402, 1890, 698, 1949]
- promo-badge-text: ಯುಐ ಸೀಕ್ರೆಟ್ ಬಿಚ್ಚಿಟ್ಟ ರಿಯಲ್ ಸ್ಟಾರ್: [1012, 939, 1107, 1019]
- upendra-col-1: [801, 526, 1037, 995]
- dks-headline-2: ಡಿಕೆಶಿ ಸುಳ್ಳಿನ ಶೂರ: [914, 1345, 1389, 1435]
- deccan-col-1: [11, 1359, 254, 1804]
- gambhir-dropcap: ಟೀ: [11, 1965, 61, 2017]
- ui-top-banner-text: FIRST SIGHT: [874, 74, 1058, 99]
- yash-headline-2b: ಯಶ್ ದಂಪತಿ: [471, 940, 671, 991]
- devegowda-body-2: ಬೆಂಗಳೂರಿನ ಈ ಪಕ್ಷದ ತವರೂರು. ನಮ್ಮ ಸರ್ಕಾರ ಇದೆ. ಸಚಿವ ಕೃಷ್ಣಬೈರೇಗೌಡ, ಶ್ರೇಯಸ್ ಪಟೇಲ್ ಸೇರಿದಂತೆ ಹಲವು ನಾಯಕರು ಕಾರ್ಯಕ್ರಮದಲ್ಲಿ ಪಾಲ್ಗೊಳ್ಳಲಿದ್ದಾರೆ. ನಾನು ಇಲ್ಲಿಂದ ಗೆದ್ದು ಬಂದವನು. ಹಾಸನ ಜಿಲ್ಲೆಯ ಜನತೆ ನನಗೆ ಬೆಂಬಲ ನೀಡಿದ್ದಾರೆ. ಈ ಸಮಾವೇಶವನ್ನು ಯಶಸ್ವಿಗೊಳಿಸಬೇಕು ಎಂದು ಮನವಿ ಮಾಡಿದರು. ಸಮಾವೇಶದಲ್ಲಿ ಸಚಿವ ರಾಜಣ್ಣ, ಸಂಸದ ಶ್ರೇಯಸ್ ಪಟೇಲ್, ಮಾಜಿ ಶಾಸಕರು ಹಾಗೂ ಕಾಂಗ್ರೆಸ್ ಮುಖಂಡರು ಹಾಜರಿದ್ದರು.: [1280, 1948, 1515, 2055]
- dks-body-1c: ಬಾಲಗಂಗಾಧರನಾಥ ಸ್ವಾಮೀಜಿ ಅವರ ಮೇಲೆ ಕೇಸ್ ಹಾಕಲಾಗಿತ್ತು ಎಂದು ಬಾಯಿಯಿಂದಲೇ ಹೇಳುತ್ತಿದ್ದೀರಿ ಹೇಳಿರುವ ವಿಷಯ ಕೇಳಿ ನಿಮಗೆ ಪ್ರತಿ ಶಬ್ದದ ಸುಳ್ಳು ಕಾರಣ ಅನ್ನಿಸಿದೆ. ಈ ಪ್ರಕರಣಕ್ಕೂ ಜೆಡಿಎಸ್ ಸರ್ಕಾರಕ್ಕೂ ಸಂಬಂಧ ಏನು? ಮುಂದೆ ಈ ಪ್ರಕರಣ ರದ್ದಾಯಿತು ನಿಮಗೆ ಗೊತ್ತಿಲ್ಲವೇ?: [1041, 1774, 1283, 1834]
